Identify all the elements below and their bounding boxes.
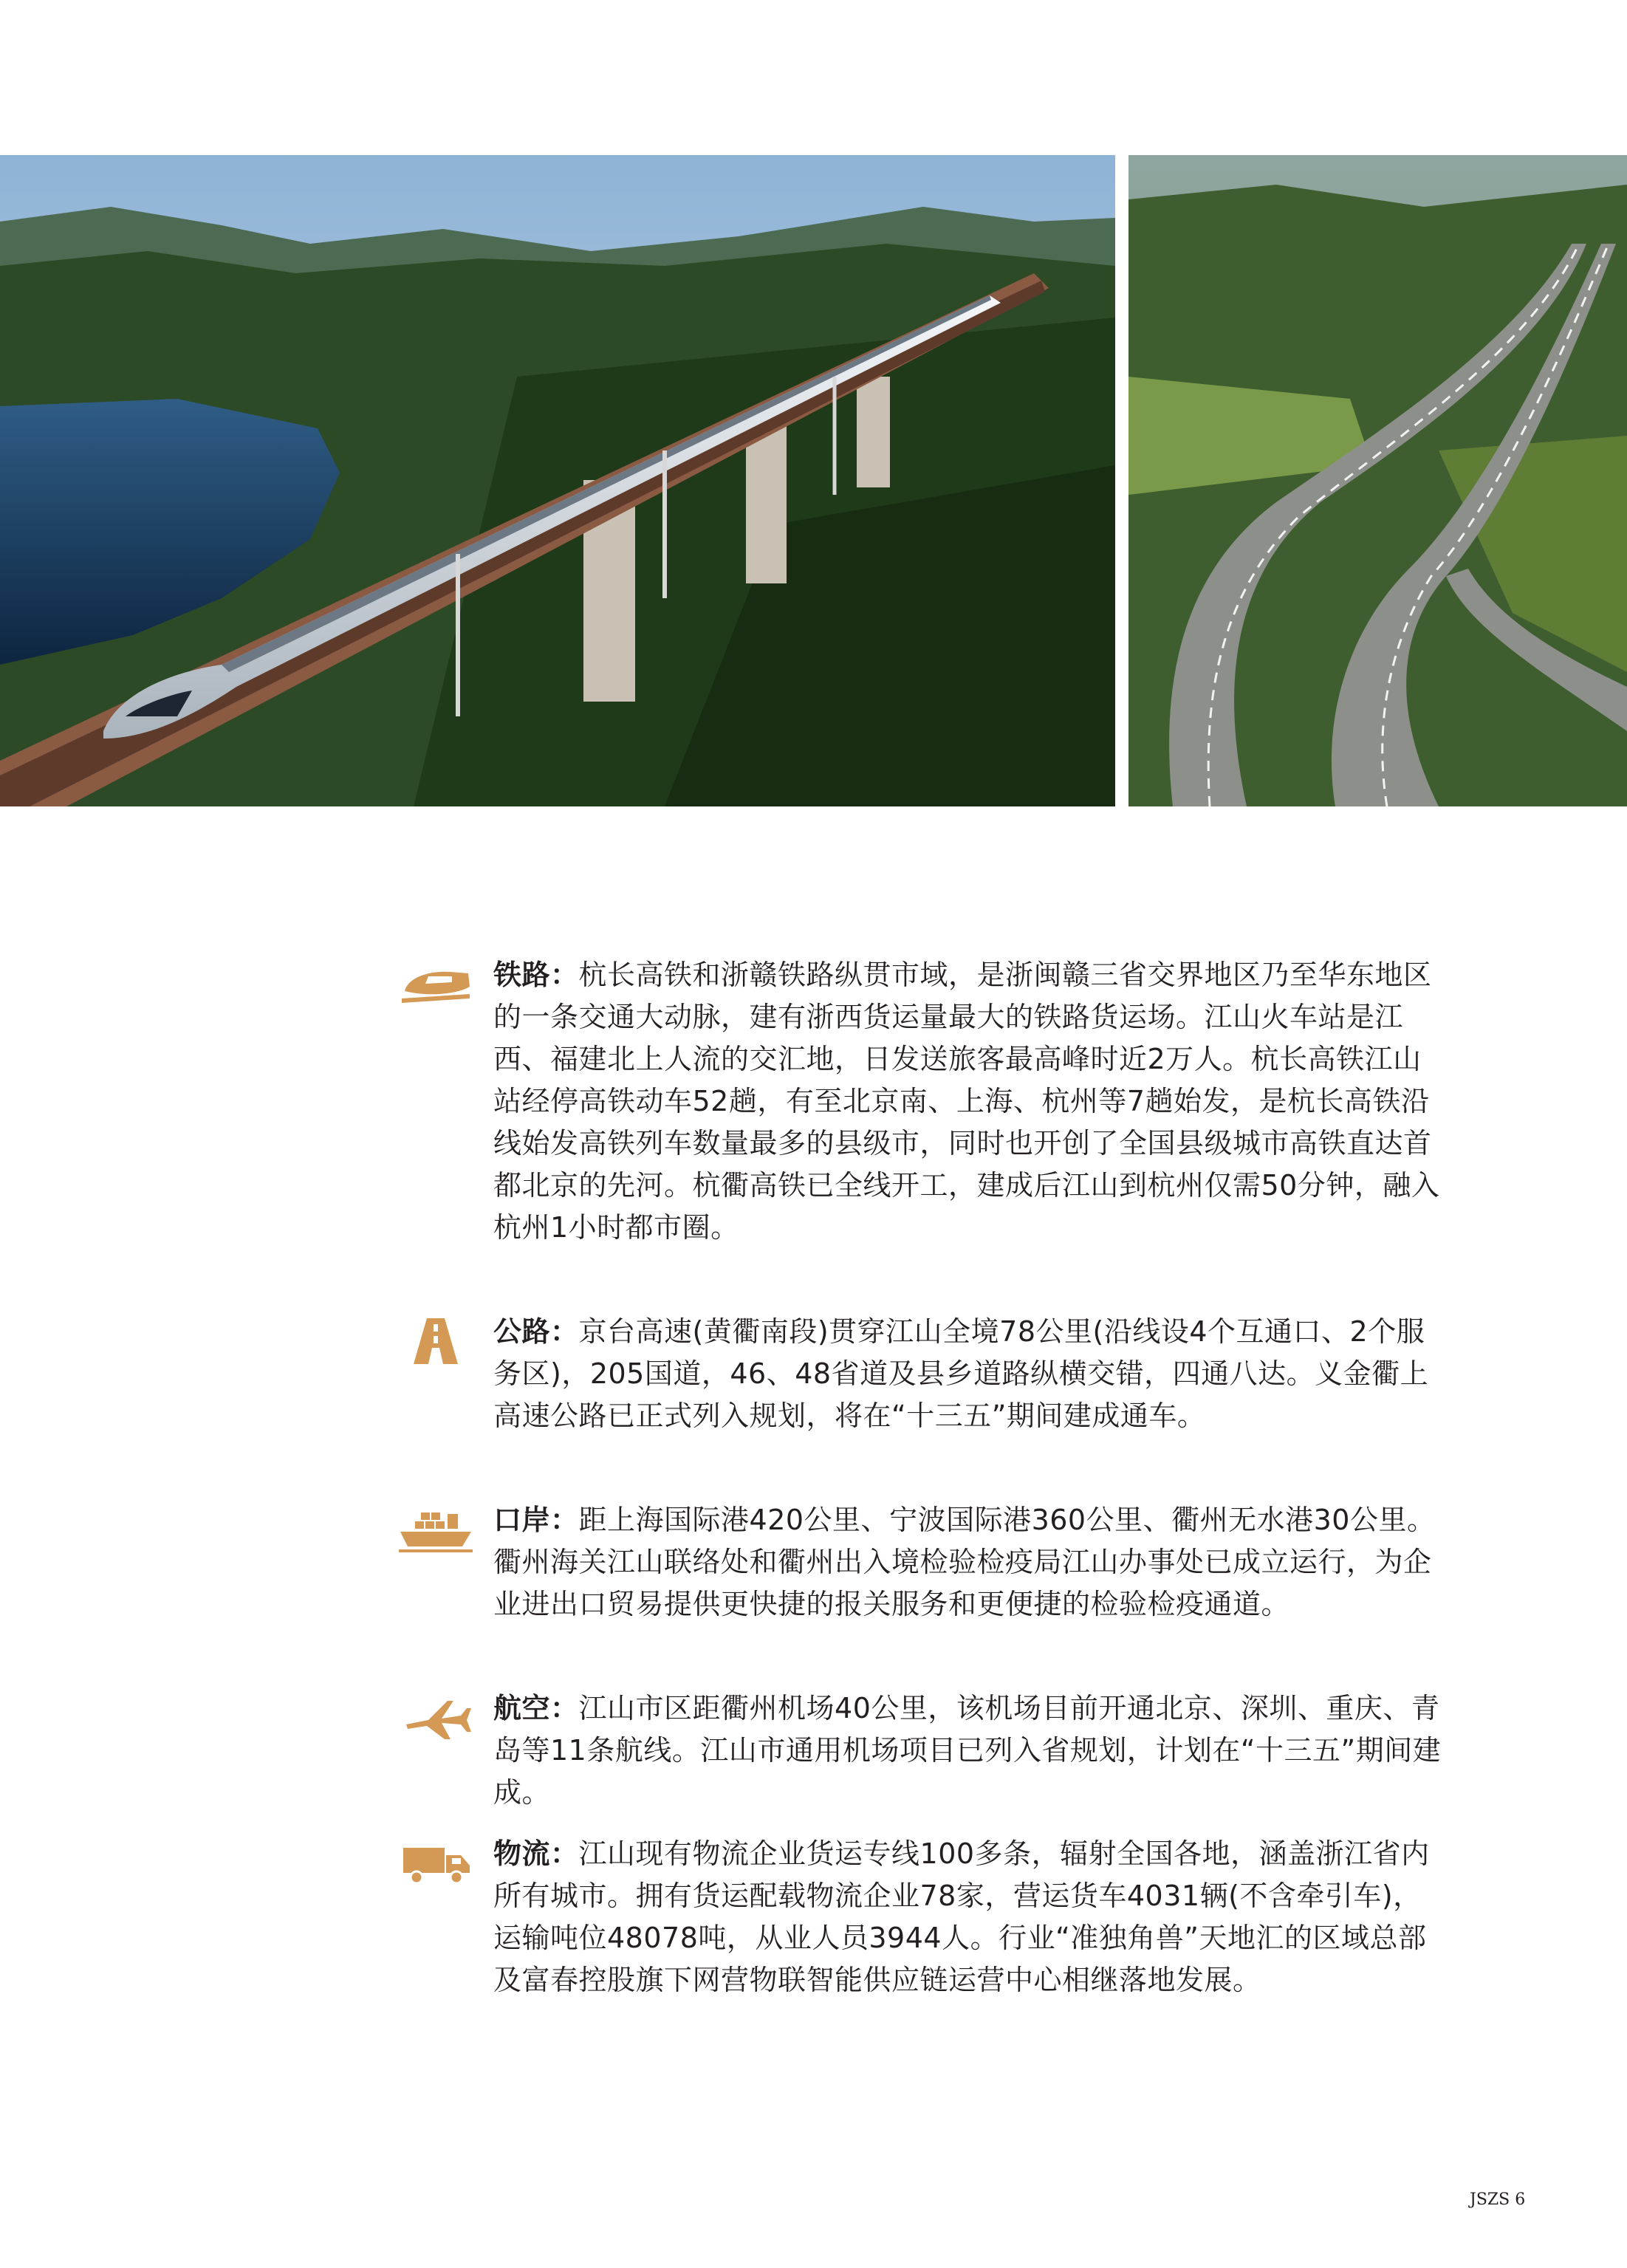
railway-text: 杭长高铁和浙赣铁路纵贯市域，是浙闽赣三省交界地区乃至华东地区的一条交通大动脉，建有浙西货运量最大的铁路货运场。江山火车站是江西、福建北上人流的交汇地，日发送旅客最高峰时近2万人。杭长高铁江山站经停高铁动车52趟，有至北京南、上海、杭州等7趟始发，是杭长高铁沿线始发高铁列车数量最多的县级市，同时也开创了全国县级城市高铁直达首都北京的先河。杭衢高铁已全线开工，建成后江山到杭州仅需50分钟，融入杭州1小时都市圈。 — [493, 959, 1440, 1244]
port-paragraph — [493, 1499, 1446, 1625]
highway-heading-colon: ： — [550, 1315, 579, 1348]
railway-heading: 铁路 — [493, 959, 551, 991]
aviation-heading: 航空 — [493, 1692, 551, 1724]
truck-icon — [399, 1840, 473, 1886]
road-icon — [399, 1318, 473, 1364]
railway-paragraph — [493, 954, 1446, 1249]
logistics-heading-colon: ： — [550, 1837, 579, 1870]
logistics-heading: 物流 — [493, 1837, 551, 1870]
port-heading-colon: ： — [550, 1504, 579, 1536]
highway-paragraph — [493, 1311, 1446, 1437]
port-heading: 口岸 — [493, 1504, 551, 1536]
highway-text: 京台高速(黄衢南段)贯穿江山全境78公里(沿线设4个互通口、2个服务区)，205国道，46、48省道及县乡道路纵横交错，四通八达。义金衢上高速公路已正式列入规划，将在“十三五”期间建成通车。 — [493, 1315, 1429, 1432]
ship-icon — [399, 1507, 473, 1552]
train-photo — [0, 155, 1115, 806]
highway-heading: 公路 — [493, 1315, 551, 1348]
aviation-heading-colon: ： — [550, 1692, 579, 1724]
logistics-text: 江山现有物流企业货运专线100多条，辐射全国各地，涵盖浙江省内所有城市。拥有货运配载物流企业78家，营运货车4031辆(不含牵引车)，运输吨位48078吨，从业人员3944人。行业“准独角兽”天地汇的区域总部及富春控股旗下网营物联智能供应链运营中心相继落地发展。 — [493, 1837, 1430, 1996]
train-icon — [399, 962, 473, 1007]
port-text: 距上海国际港420公里、宁波国际港360公里、衢州无水港30公里。衢州海关江山联络处和衢州出入境检验检疫局江山办事处已成立运行，为企业进出口贸易提供更快捷的报关服务和更便捷的检验检疫通道。 — [493, 1504, 1436, 1620]
page-number: JSZS 6 — [1470, 2190, 1526, 2209]
aviation-paragraph — [493, 1688, 1446, 1814]
highway-photo — [1128, 155, 1627, 806]
logistics-paragraph — [493, 1833, 1446, 2001]
airplane-icon — [399, 1695, 473, 1741]
railway-heading-colon: ： — [550, 959, 579, 991]
aviation-text: 江山市区距衢州机场40公里，该机场目前开通北京、深圳、重庆、青岛等11条航线。江山市通用机场项目已列入省规划，计划在“十三五”期间建成。 — [493, 1692, 1442, 1809]
